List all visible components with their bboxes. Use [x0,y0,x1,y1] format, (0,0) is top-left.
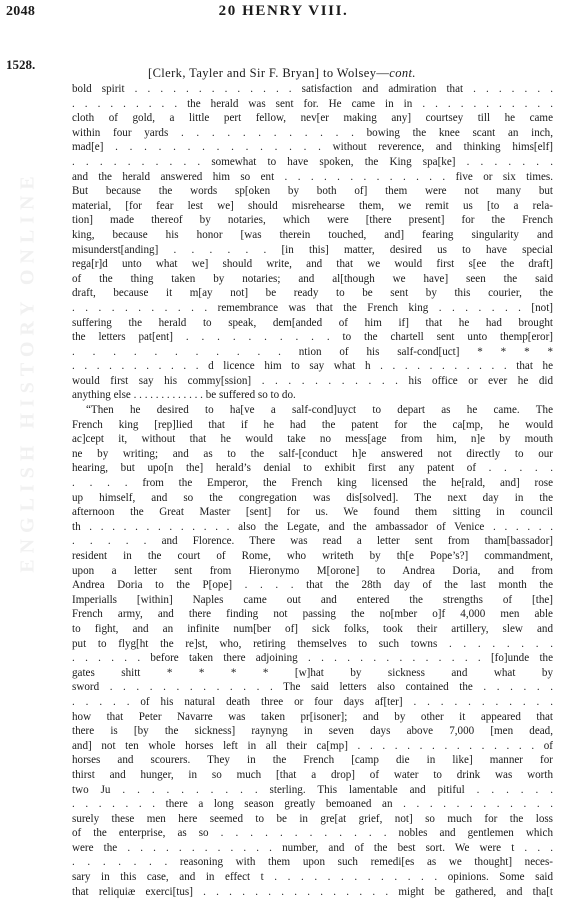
heading-text: [Clerk, Tayler and Sir F. Bryan] to Wolsey— [148,66,390,80]
text-line: th . . . . . . . . . . . . . also the Legate, and the ambassador of Venice . . . . . . [72,520,553,533]
text-line: Imperialls [within] Naples came out and entered the strengths of [the] [72,593,553,606]
margin-year: 1528. [6,57,36,72]
heading-cont: cont. [389,66,416,80]
text-line: . . . . . . . . . . . ntion of his salf-cond[uct] * * * * [72,345,553,358]
text-line: French army, and there finding not passing the no[mber o]f 4,000 men able [72,608,553,621]
text-line: that reliquiæ exerci[tus] . . . . . . . . . . . . . . . might be gathered, and tha[t [72,885,553,898]
text-line: were the . . . . . . . . . . . . number, and of the best sort. We were t . . . [72,841,553,854]
text-line: thirst and hunger, in so much [that a drop] of water to drink was worth [72,768,553,781]
text-line: . . . . . . . . . the herald was sent for. He came in in . . . . . . . . . . . [72,97,553,110]
text-line: ac]cept it, without that he would take no mess[age from him, n]e by mouth [72,433,553,446]
text-line: resident in the court of Rome, who writeth by th[e Pope’s?] commandment, [72,550,553,562]
text-line: to fight, and an infinite num[ber of] sick folks, took their artillery, slew and [72,622,553,635]
text-line: hearing, but upo[n the] herald’s denial to exhibit first any patent of . . . . . [72,462,553,475]
text-line: there is [by the sickness] raynyng in seven days above 7,000 [men dead, [72,725,553,738]
text-line: king, because his honor [was therein touched, and] fearing singularity and [72,228,553,241]
text-line: “Then he desired to ha[ve a salf-cond]uyct to depart as he came. The [86,404,553,417]
text-line: would first say his commy[ssion] . . . . . . . . . . . his office or ever he did [72,374,553,387]
watermark: ENGLISH HISTORY ONLINE [16,170,39,573]
text-line: draft, because it m[ay not] be ready to be sent by this courier, the [72,287,553,300]
running-title: 20 HENRY VIII. [218,3,349,19]
text-line: mad[e] . . . . . . . . . . . . . . . without reverence, and thinking hims[elf] [72,141,553,154]
text-line: two Ju . . . . . . . . . . sterling. This lamentable and pitiful . . . . . . [72,783,553,796]
document-heading [148,66,416,81]
text-line: sary in this case, and in effect t . . . . . . . . . . . . . opinions. Some said [72,871,553,884]
text-line: rega[r]d unto what we] should write, and that we would first s[ee the draft] [72,258,553,271]
text-line: ne by writing; and as to the salf-[conduct h]e answered not directly to our [72,447,553,460]
text-line: sword . . . . . . . . . . . . . The said letters also contained the . . . . . . [72,681,553,694]
text-line: . . . . . . . . . . . remembrance was that the French king . . . . . . . [not] [72,301,553,314]
text-line: the letters pat[ent] . . . . . . . . . . to the chartell sent unto themp[eror] [72,331,553,344]
text-line: up himself, and so the congregation was dis[solved]. The next day in the [72,491,553,504]
text-line: . . . . . . . . . . . d licence him to say what h . . . . . . . . . . . that he [72,360,553,373]
body-text [72,82,553,899]
text-line: But because the words sp[oken by both of] them were not many but [72,185,553,198]
text-line: material, [for fear lest we] should misrehearse them, we remit us [to a rela- [72,199,553,212]
text-line: bold spirit . . . . . . . . . . . . . satisfaction and admiration that . . . . . . . [72,83,553,95]
text-line: . . . . . . . . . . somewhat to have spoken, the King spa[ke] . . . . . . . [72,155,553,168]
text-line: . . . . . of his natural death three or four days af[ter] . . . . . . . . . . . [72,695,553,708]
text-line: of the enterprise, as so . . . . . . . . . . . . nobles and gentlemen which [72,827,553,840]
text-line: anything else . . . . . . . . . . . . . be suffered so to do. [72,389,296,402]
text-line: . . . . from the Emperor, the French king licensed the he[rald, and] rose [72,477,553,490]
text-line: of the thing taken by notaries; and al[though we have] seen the said [72,272,553,285]
text-line: Andrea Doria to the P[ope] . . . . that the 28th day of the last month the [72,579,553,592]
text-line: tion] made thereof by notaries, which were [there present] for the French [72,214,553,227]
text-line: . . . . . . before taken there adjoining . . . . . . . . . . . . . . [fo]unde the [72,652,553,665]
text-line: within four yards . . . . . . . . . . . . bowing the knee scant an inch, [72,126,553,139]
text-line: put to flyg[ht the re]st, who, retiring themselves to such towns . . . . . . . . [72,637,553,650]
text-line: and] not ten whole horses left in all their ca[mp] . . . . . . . . . . . . . . . of [72,739,553,752]
text-line: cloth of gold, a little pert fellow, nev[er making any] courtsey till he came [72,112,553,125]
text-line: French king [rep]lied that if he had the patent for the ca[mp, he would [72,418,553,431]
text-line: upon a letter sent from Hieronymo M[orone] to Andrea Doria, and from [72,564,553,577]
text-line: afternoon the Great Master [sent] for us. We found them sitting in council [72,506,553,519]
text-line: misunderst[anding] . . . . . . [in this] matter, desired us to have special [72,243,553,256]
page-number: 2048 [6,4,36,19]
text-line: . . . . . and Florence. There was read a letter sent from tham[bassador] [72,535,553,548]
text-line: suffering the herald to speak, dem[anded of him if] that he had brought [72,316,553,329]
text-line: horses and scourers. They in the French [camp die in like] manner for [72,754,553,767]
text-line: and the herald answered him so ent . . . . . . . . . . . . . five or six times. [72,170,553,183]
text-line: surely these men here seemed to be in gre[at grief, not] so much for the loss [72,812,553,825]
text-line: . . . . . . . reasoning with them upon such remedi[es as we thought] neces- [72,856,553,869]
text-line: gates shitt * * * * [w]hat by sickness and what by [72,666,553,679]
text-line: how that Peter Navarre was taken pr[isoner]; and by other it appeared that [72,710,553,723]
text-line: . . . . . . . there a long season greatly bemoaned an . . . . . . . . . . . . [72,798,553,811]
